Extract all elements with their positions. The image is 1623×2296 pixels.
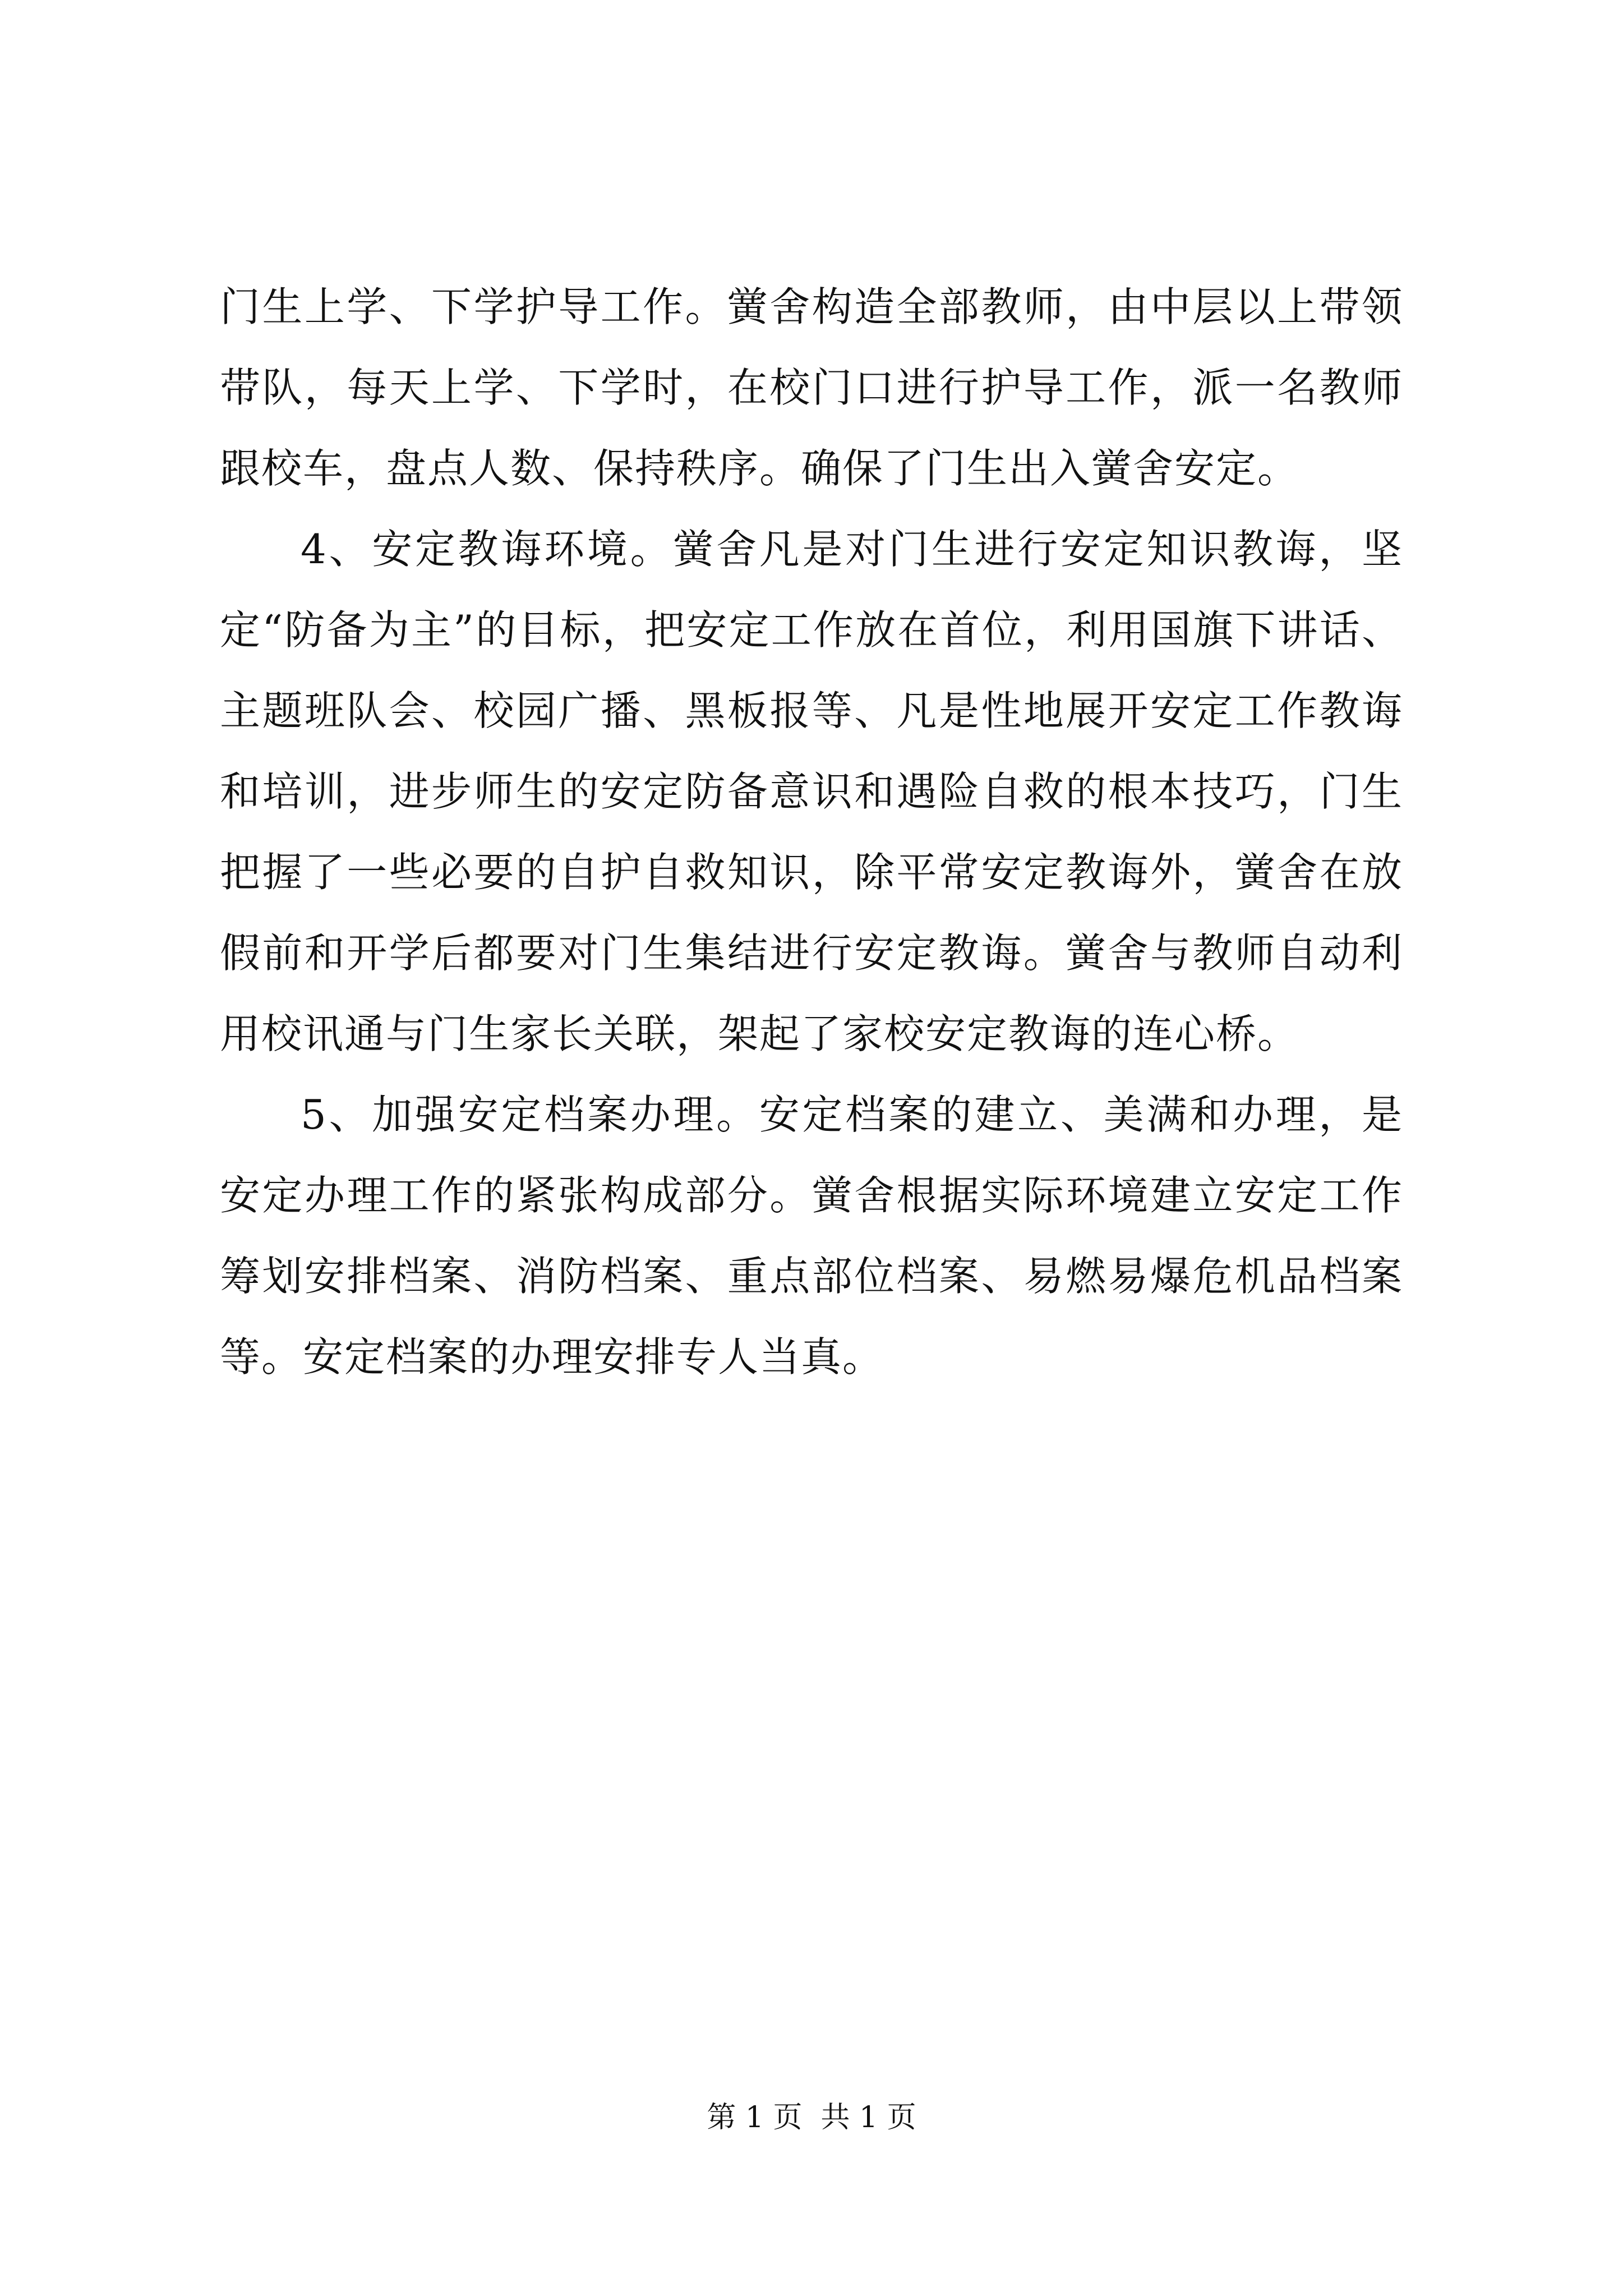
document-body [220, 266, 1403, 1397]
paragraph-3-line-4: 等。安定档案的办理安排专人当真。 [220, 1333, 884, 1381]
paragraph-3-line-1: 5、加强安定档案办理。安定档案的建立、美满和办理，是 [301, 1091, 1403, 1138]
paragraph-3-line-3: 筹划安排档案、消防档案、重点部位档案、易燃易爆危机品档案 [220, 1253, 1403, 1300]
paragraph-2-line-1: 4、安定教诲环境。黉舍凡是对门生进行安定知识教诲，坚 [301, 526, 1403, 573]
paragraph-2-line-7: 用校讯通与门生家长关联，架起了家校安定教诲的连心桥。 [220, 1010, 1299, 1057]
paragraph-2-line-5: 把握了一些必要的自护自救知识，除平常安定教诲外，黉舍在放 [220, 849, 1403, 896]
paragraph-1-line-1: 门生上学、下学护导工作。黉舍构造全部教师，由中层以上带领 [220, 283, 1403, 330]
paragraph-3-line-2: 安定办理工作的紧张构成部分。黉舍根据实际环境建立安定工作 [220, 1172, 1403, 1219]
paragraph-2-line-6: 假前和开学后都要对门生集结进行安定教诲。黉舍与教师自动利 [220, 930, 1403, 977]
paragraph-2-line-2: 定“防备为主”的目标，把安定工作放在首位，利用国旗下讲话、 [220, 606, 1403, 654]
paragraph-1-line-3: 跟校车，盘点人数、保持秩序。确保了门生出入黉舍安定。 [220, 445, 1299, 492]
paragraph-2-line-4: 和培训，进步师生的安定防备意识和遇险自救的根本技巧，门生 [220, 768, 1403, 815]
paragraph-1-line-2: 带队，每天上学、下学时，在校门口进行护导工作，派一名教师 [220, 364, 1403, 411]
paragraph-2-line-3: 主题班队会、校园广播、黑板报等、凡是性地展开安定工作教诲 [220, 687, 1403, 734]
page-footer: 第 1 页 共 1 页 [707, 2101, 916, 2134]
